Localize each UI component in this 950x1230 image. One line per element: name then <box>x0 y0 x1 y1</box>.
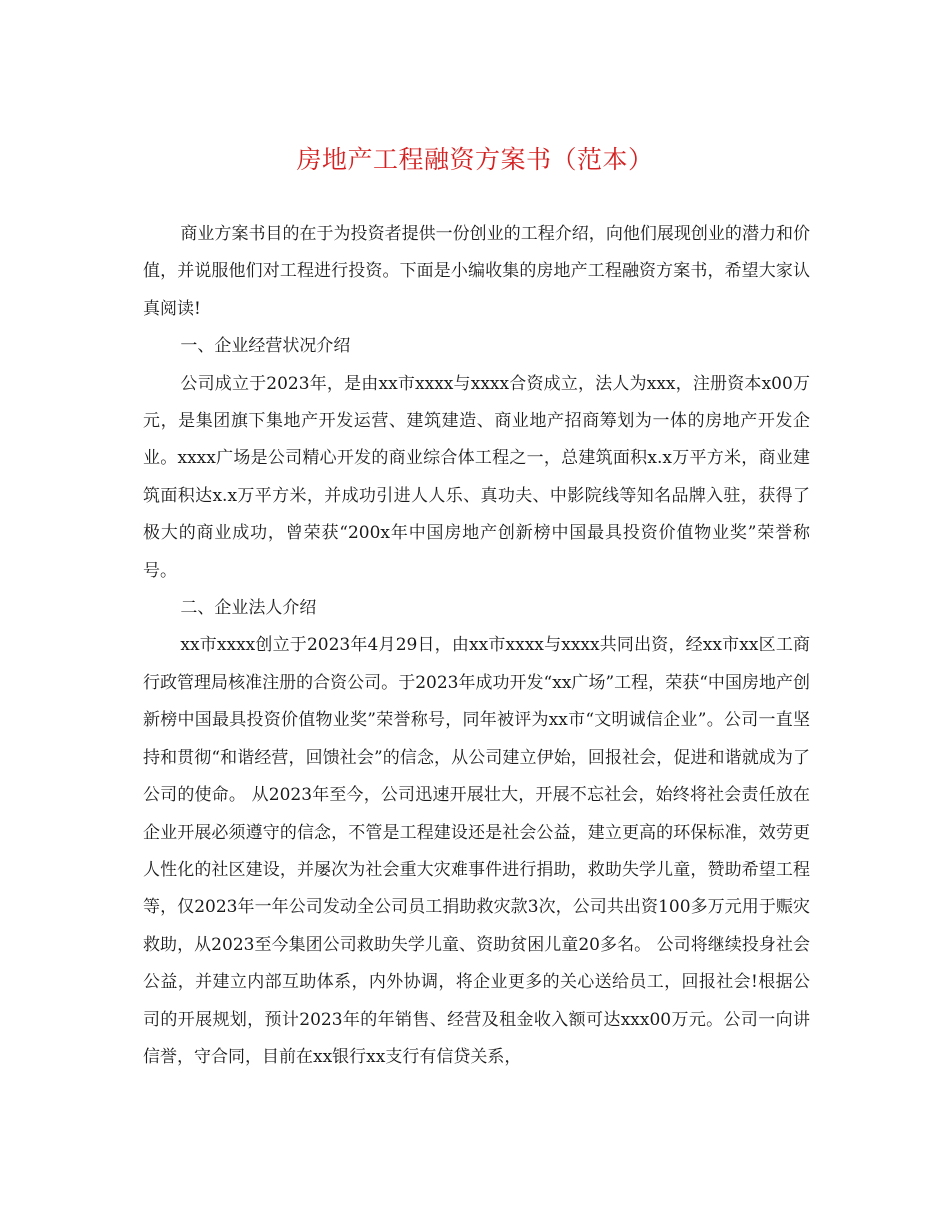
legal-entity-paragraph: xx市xxxx创立于2023年4月29日，由xx市xxxx与xxxx共同出资，经xx市xx区工商行政管理局核准注册的合资公司。于2023年成功开发“xx广场”工程，荣获“中国房地产创新榜中国最具投资价值物业奖”荣誉称号，同年被评为xx市“文明诚信企业”。公司一直坚持和贯彻“和谐经营，回馈社会”的信念，从公司建立伊始，回报社会，促进和谐就成为了公司的使命。 从2023年至今，公司迅速开展壮大，开展不忘社会，始终将社会责任放在企业开展必须遵守的信念，不管是工程建设还是社会公益，建立更高的环保标准，效劳更人性化的社区建设，并屡次为社会重大灾难事件进行捐助，救助失学儿童，赞助希望工程等，仅2023年一年公司发动全公司员工捐助救灾款3次，公司共出资100多万元用于赈灾救助，从2023至今集团公司救助失学儿童、资助贫困儿童20多名。 公司将继续投身社会公益，并建立内部互助体系，内外协调，将企业更多的关心送给员工，回报社会!根据公司的开展规划，预计2023年的年销售、经营及租金收入额可达xxx00万元。公司一向讲信誉，守合同，目前在xx银行xx支行有信贷关系， <box>143 635 810 1067</box>
business-status-paragraph: 公司成立于2023年，是由xx市xxxx与xxxx合资成立，法人为xxx，注册资本x00万元，是集团旗下集地产开发运营、建筑建造、商业地产招商筹划为一体的房地产开发企业。xxxx广场是公司精心开发的商业综合体工程之一，总建筑面积x.x万平方米，商业建筑面积达x.x万平方米，并成功引进人人乐、真功夫、中影院线等知名品牌入驻，获得了极大的商业成功，曾荣获“200x年中国房地产创新榜中国最具投资价值物业奖”荣誉称号。 <box>143 373 810 581</box>
document-title: 房地产工程融资方案书（范本） <box>296 145 654 174</box>
section-heading-business-status: 一、企业经营状况介绍 <box>180 336 351 357</box>
document-body <box>143 216 810 1076</box>
section-heading-legal-entity: 二、企业法人介绍 <box>180 598 317 619</box>
intro-paragraph: 商业方案书目的在于为投资者提供一份创业的工程介绍，向他们展现创业的潜力和价值，并说服他们对工程进行投资。下面是小编收集的房地产工程融资方案书，希望大家认真阅读! <box>143 224 810 319</box>
